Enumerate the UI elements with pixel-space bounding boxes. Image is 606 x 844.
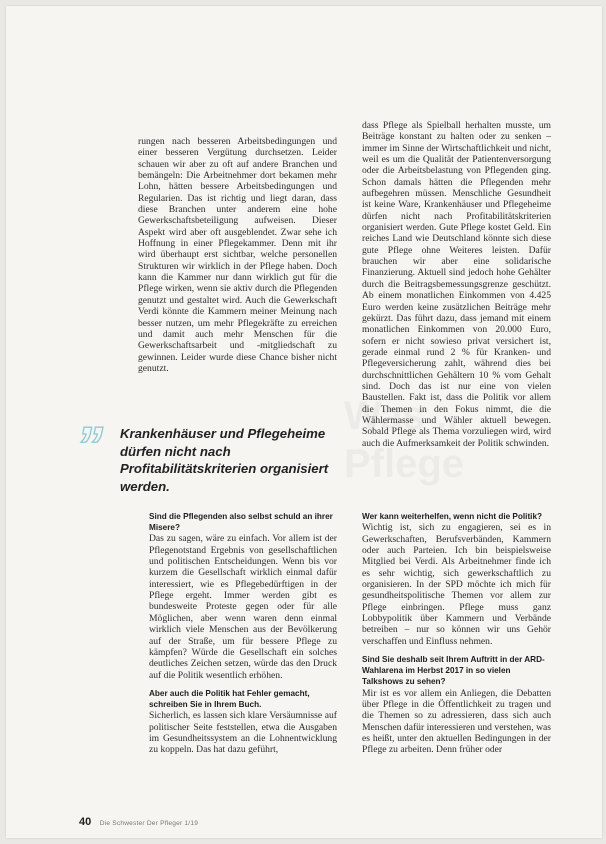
interview-question: Sind die Pflegenden also selbst schuld an ihrer Misere? xyxy=(149,512,333,533)
magazine-page xyxy=(6,6,602,838)
interview-answer: Wichtig ist, sich zu engagieren, sei es in Gewerkschaften, Berufsverbänden, Kammern oder auch Parteien. Ich bin beispielsweise Mitglied bei Verdi. Als Arbeitnehmer finde ich es sehr wichtig, sich gewerkschaftlich zu organisieren. In der SPD möchte ich mich für gesundheitspolitische Themen vor allem zur Pflege einbringen. Pflege muss ganz Lobbypolitik über Kammern und Verbände betreiben – nur so können wir uns Gehör verschaffen und Einfluss nehmen. xyxy=(362,522,551,647)
interview-answer: Sicherlich, es lassen sich klare Versäumnisse auf politischer Seite feststellen, etwa die Ausgaben im Gesundheitssystem an die Lohnentwicklung zu koppeln. Das hat dazu geführt, xyxy=(149,710,337,756)
interview-question: Sind Sie deshalb seit Ihrem Auftritt in der ARD-Wahlarena im Herbst 2017 in so vielen Talkshows zu sehen? xyxy=(362,654,545,687)
pull-quote xyxy=(76,415,338,494)
article-paragraph: dass Pflege als Spielball herhalten musste, um Beiträge konstant zu halten oder zu senken – immer im Sinne der Wirtschaftlichkeit und nicht, weil es um die Qualität der Patientenversorgung oder die Arbeitsbelastung von Pflegenden ging. Schon damals hätten die Pflegenden mehr aufbegehren müssen. Menschliche Gesundheit ist keine Ware, Krankenhäuser und Pflegeheime dürfen nicht nach Profitabilitätskriterien organisiert werden. Gute Pflege kostet Geld. Ein reiches Land wie Deutschland könnte sich diese gute Pflege ohne Weiteres leisten. Dafür brauchen wir aber eine solidarische Finanzierung. Aktuell sind jedoch hohe Gehälter durch die Beitragsbemessungsgrenze geschützt. Ab einem monatlichen Einkommen von 4.425 Euro werden keine zusätzlichen Beiträge mehr gekürzt. Das führt dazu, dass jemand mit einem monatlichen Einkommen von 20.000 Euro, sofern er nicht sowieso privat versichert ist, gerade einmal rund 2 % für Kranken- und Pflegeversicherung zahlt, während dies bei durchschnittlichen Gehältern 10 % vom Gehalt sind. Doch das ist nur eine von vielen Baustellen. Fakt ist, dass die Politik vor allem die Themen in den Fokus nimmt, die die Wählermasse und Wähler aktuell bewegen. Sobald Pflege als Thema vorzuliegen wird, wird auch die Aufmerksamkeit der Politik schwinden. xyxy=(362,120,551,449)
background-watermark xyxy=(344,392,544,502)
interview-question: Wer kann weiterhelfen, wenn nicht die Politik? xyxy=(362,512,543,521)
page-footer xyxy=(79,812,198,830)
article-column-left-top xyxy=(138,136,337,374)
page-number: 40 xyxy=(79,816,92,828)
interview-answer: Mir ist es vor allem ein Anliegen, die Debatten über Pflege in die Öffentlichkeit zu tragen und die Themen so zu adressieren, dass sich auch Menschen dafür interessieren und verstehen, was es heißt, unter den aktuellen Bedingungen in der Pflege zu arbeiten. Denn früher oder xyxy=(362,687,551,756)
interview-question: Aber auch die Politik hat Fehler gemacht, schreiben Sie in Ihrem Buch. xyxy=(149,688,310,710)
interview-column-left xyxy=(149,511,337,756)
pull-quote-text: Krankenhäuser und Pflegeheime dürfen nicht nach Profitabilitätskriterien organisiert werden. xyxy=(120,426,329,494)
article-paragraph: rungen nach besseren Arbeitsbedingungen und einer besseren Vergütung durchsetzen. Leider schauen wir aber zu oft auf andere Branchen und bemängeln: Die Arbeitnehmer dort bekamen mehr Lohn, hätten bessere Arbeitsbedingungen und Regularien. Das ist richtig und liegt daran, dass diese Branchen unter anderem eine hohe Gewerkschaftsbeteiligung aufweisen. Dieser Aspekt wird aber oft ausgeblendet. Zwar sehe ich Hoffnung in einer Pflegekammer. Denn mit ihr wird überhaupt erst sichtbar, welche personellen Strukturen wir wirklich in der Pflege haben. Doch kann die Kammer nur dann wirklich gut für die Pflege wirken, wenn sie aktiv durch die Pflegenden genutzt und gestaltet wird. Auch die Gewerkschaft Verdi könnte die Kammern meiner Meinung nach besser nutzen, um mehr Pflegekräfte zu erreichen und damit auch mehr Menschen für die Gewerkschaftsarbeit und -mitgliedschaft zu gewinnen. Leider wurde diese Chance bisher nicht genutzt. xyxy=(138,136,337,374)
magazine-title: Die Schwester Der Pfleger 1/19 xyxy=(99,820,199,827)
interview-column-right xyxy=(362,511,551,756)
quote-mark-icon: ” xyxy=(76,416,103,476)
interview-answer: Das zu sagen, wäre zu einfach. Vor allem ist der Pflegenotstand Ergebnis von gesellschaftlichen und politischen Entscheidungen. Wenn bis vor kurzem die Gesellschaft wirklich einmal dafür interessiert, wie es Pflegebedürftigen in der Pflege ergeht. Immer werden gibt es bundesweite Proteste gegen oder für alle Möglichen, aber wenn waren denn einmal wirklich viele Menschen aus der Bevölkerung auf der Straße, um für bessere Pflege zu kämpfen? Würde die Gesellschaft ein solches deutliches Zeichen setzen, würde das den Druck auf die Politik wesentlich erhöhen. xyxy=(149,533,337,681)
